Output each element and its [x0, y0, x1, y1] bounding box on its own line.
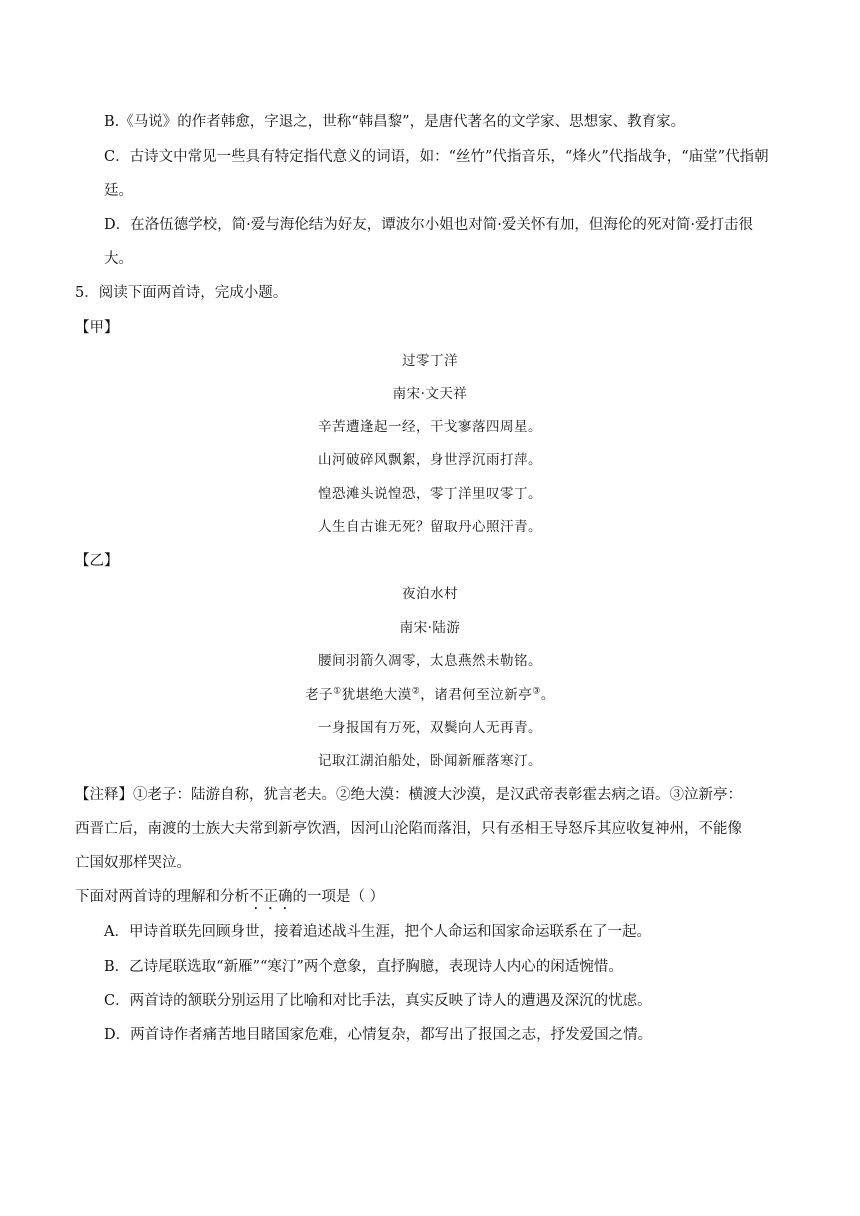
option-d-prev-line1: D．在洛伍德学校，简·爱与海伦结为好友，谭波尔小姐也对简·爱关怀有加，但海伦的死对简·爱打击很 — [104, 217, 753, 233]
poem-b-line-4: 记取江湖泊船处，卧闻新雁落寒汀。 — [318, 753, 542, 769]
poem-a-line-1: 辛苦遭逢起一经，干戈寥落四周星。 — [318, 419, 542, 435]
notes-line-3: 亡国奴那样哭泣。 — [75, 855, 191, 871]
poem-b-line-2-part-b: 犹堪绝大漠 — [341, 687, 412, 703]
poem-a-line-2: 山河破碎风飘絮，身世浮沉雨打萍。 — [318, 452, 542, 468]
note-marker-3: ③ — [532, 686, 541, 697]
option-c: C．两首诗的颔联分别运用了比喻和对比手法，真实反映了诗人的遭遇及深沉的忧虑。 — [104, 993, 652, 1009]
poem-a-title: 过零丁洋 — [402, 353, 458, 369]
poem-b-author: 南宋·陆游 — [399, 620, 461, 636]
question-prompt — [0, 887, 860, 913]
poem-b-line-2-part-c: ，诸君何至泣新亭 — [420, 687, 533, 703]
notes-line-2: 西晋亡后，南渡的士族大夫常到新亭饮酒，因河山沦陷而落泪，只有丞相王导怒斥其应收复神州，不能像 — [75, 821, 742, 837]
poem-b-label: 【乙】 — [75, 553, 119, 569]
prompt-after: 的一项是（ ） — [292, 889, 385, 905]
notes-line-1: 【注释】①老子：陆游自称，犹言老夫。②绝大漠：横渡大沙漠，是汉武帝表彰霍去病之语。③泣新亭： — [75, 787, 742, 803]
poem-b-line-3: 一身报国有万死，双鬓向人无再青。 — [318, 720, 542, 736]
note-marker-2: ② — [411, 686, 421, 697]
poem-a-label: 【甲】 — [75, 320, 119, 336]
option-b-prev: B.《马说》的作者韩愈，字退之，世称“韩昌黎”，是唐代著名的文学家、思想家、教育家。 — [104, 114, 686, 130]
option-c-prev-line1: C．古诗文中常见一些具有特定指代意义的词语，如：“丝竹”代指音乐，“烽火”代指战争，“庙堂”代指朝 — [104, 149, 769, 165]
poem-b-title: 夜泊水村 — [402, 586, 458, 602]
poem-b-line-2-part-d: 。 — [540, 687, 555, 703]
option-d: D．两首诗作者痛苦地目睹国家危难，心情复杂，都写出了报国之志，抒发爱国之情。 — [104, 1027, 653, 1043]
prompt-before: 下面对两首诗的理解和分析 — [75, 889, 249, 905]
option-a: A．甲诗首联先回顾身世，接着追述战斗生涯，把个人命运和国家命运联系在了一起。 — [104, 924, 651, 940]
option-b: B．乙诗尾联选取“新雁”“寒汀”两个意象，直抒胸臆，表现诗人内心的闲适惋惜。 — [104, 959, 623, 975]
poem-a-line-4: 人生自古谁无死？留取丹心照汗青。 — [318, 519, 542, 535]
option-c-prev-line2: 廷。 — [104, 183, 133, 199]
note-marker-1: ① — [333, 686, 342, 697]
poem-a-line-3: 惶恐滩头说惶恐，零丁洋里叹零丁。 — [318, 486, 542, 502]
poem-b-line-1: 腰间羽箭久凋零，太息燕然未勒铭。 — [318, 653, 542, 669]
poem-b-line-2-part-a: 老子 — [305, 687, 334, 703]
poem-a-author: 南宋·文天祥 — [392, 386, 468, 402]
prompt-emphasis: 不正确 — [249, 889, 293, 905]
poem-b-line-2 — [0, 685, 860, 705]
option-d-prev-line2: 大。 — [104, 251, 133, 267]
question-5-stem: 5．阅读下面两首诗，完成小题。 — [75, 285, 288, 301]
